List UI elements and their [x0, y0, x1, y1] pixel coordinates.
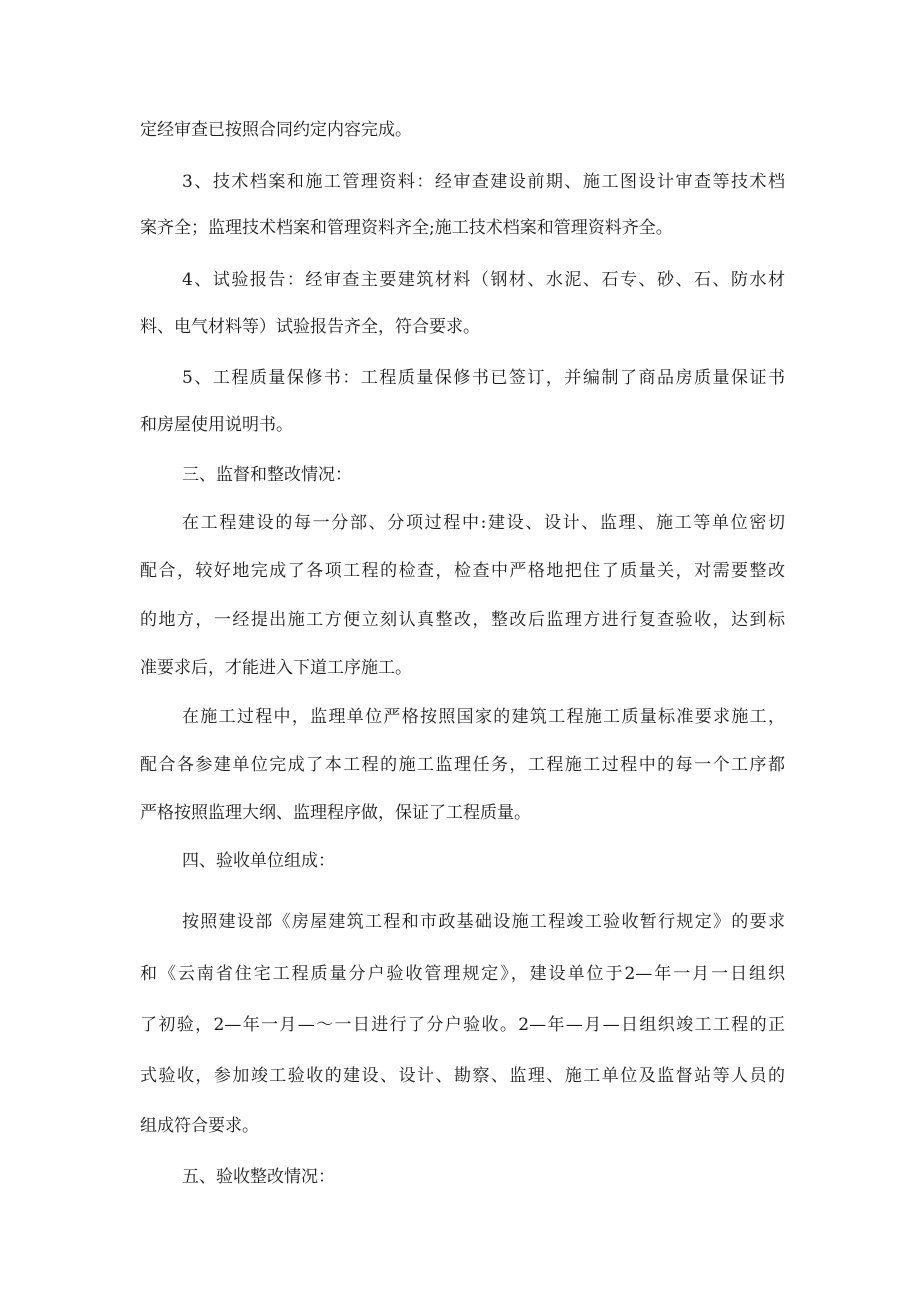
text-line: 5、工程质量保修书：工程质量保修书已签订，并编制了商品房质量保证书 — [182, 368, 785, 388]
text-line: 3、技术档案和施工管理资料：经审查建设前期、施工图设计审查等技术档 — [182, 172, 785, 192]
text-line: 配合各参建单位完成了本工程的施工监理任务，工程施工过程中的每一个工序都 — [140, 755, 785, 775]
text-line: 式验收，参加竣工验收的建设、设计、勘察、监理、施工单位及监督站等人员的 — [140, 1066, 785, 1086]
text-line: 4、试验报告：经审查主要建筑材料（钢材、水泥、石专、砂、石、防水材 — [182, 270, 785, 290]
text-line: 和《云南省住宅工程质量分户验收管理规定》，建设单位于2—年一月一日组织 — [140, 964, 785, 984]
text-line: 严格按照监理大纲、监理程序做，保证了工程质量。 — [140, 803, 531, 823]
text-line: 料、电气材料等）试验报告齐全，符合要求。 — [140, 317, 480, 337]
text-line: 按照建设部《房屋建筑工程和市政基础设施工程竣工验收暂行规定》的要求 — [182, 912, 785, 932]
section-heading: 四、验收单位组成： — [182, 851, 335, 871]
section-heading: 三、监督和整改情况： — [182, 465, 352, 485]
text-line: 的地方，一经提出施工方便立刻认真整改，整改后监理方进行复查验收，达到标 — [140, 610, 785, 630]
text-line: 和房屋使用说明书。 — [140, 415, 293, 435]
text-line: 定经审查已按照合同约定内容完成。 — [140, 120, 412, 140]
text-line: 配合，较好地完成了各项工程的检查，检查中严格地把住了质量关，对需要整改 — [140, 561, 785, 581]
text-line: 在施工过程中，监理单位严格按照国家的建筑工程施工质量标准要求施工， — [182, 707, 785, 727]
section-heading: 五、验收整改情况： — [182, 1167, 335, 1187]
text-line: 准要求后，才能进入下道工序施工。 — [140, 658, 412, 678]
text-line: 了初验，2—年一月—〜一日进行了分户验收。2—年—月—日组织竣工工程的正 — [140, 1015, 785, 1035]
text-line: 组成符合要求。 — [140, 1116, 259, 1136]
text-line: 在工程建设的每一分部、分项过程中:建设、设计、监理、施工等单位密切 — [182, 513, 785, 533]
text-line: 案齐全；监理技术档案和管理资料齐全;施工技术档案和管理资料齐全。 — [140, 218, 673, 238]
